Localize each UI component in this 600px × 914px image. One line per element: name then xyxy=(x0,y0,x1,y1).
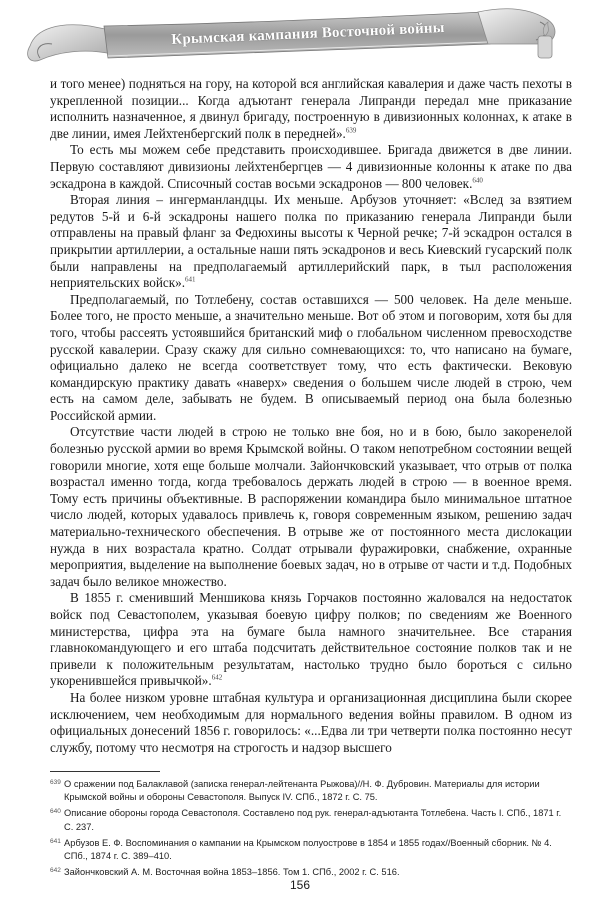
footnote-number: 639 xyxy=(50,779,61,786)
footnote-divider xyxy=(50,771,160,772)
footnote xyxy=(50,837,572,863)
paragraph: Отсутствие части людей в строю не только вне боя, но и в бою, было закоренелой болезнью русской армии во время Крымской войны. О таком непотребном состоянии вещей говорили многие, хотя еще больше молчали. Зайончковский указывает, что отрыв от полка возрастал именно тогда, когда требовалось держать людей в строю — в военное время. Тому есть причины объективные. В распоряжении командира было минимальное штатное число людей, которых удавалось привлечь к, говоря современным языком, решению задач материально-технического обеспечения. В отрыве же от постоянного места дислокации нужда в них возрастала кратно. Солдат отрывали фуражировки, снабжение, охранные мероприятия, выделение на выполнение боевых задач, но в отрыве от части и т.д. Подобных задач было великое множество. xyxy=(50,424,572,589)
footnote-text: Арбузов Е. Ф. Воспоминания о кампании на Крымском полуострове в 1854 и 1855 годах//Военный сборник. № 4. СПб., 1874 г. С. 389–410. xyxy=(64,837,552,862)
footnote-number: 642 xyxy=(50,867,61,875)
footnote xyxy=(50,778,572,804)
paragraph: Вторая линия – ингерманландцы. Их меньше. Арбузов уточняет: «Вслед за взятием редутов 5-й и 6-й эскадроны нашего полка по приказанию генерала Липранди были отправлены на правый фланг за Федюхины высоты к Черной речке; 7-й эскадрон остался в прикрытии артиллерии, а остальные наши пять эскадронов и весь Киевский гусарский полк были направлены на предполагаемый артиллерийский парк, в тыл расположения неприятельских войск».$^{641}$ xyxy=(50,192,572,291)
footnote-text: О сражении под Балаклавой (записка генерал-лейтенанта Рыжова)//Н. Ф. Дубровин. Материалы для истории Крымской войны и обороны Севастополя. Выпуск IV. СПб., 1872 г. С. 75. xyxy=(64,779,540,803)
paragraph: В 1855 г. сменивший Меншикова князь Горчаков постоянно жаловался на недостаток войск под Севастополем, указывая боевую цифру полков; по сведениям же Военного министерства, цифра эта на бумаге была намного значительнее. Все старания главнокомандующего и его штаба подсчитать действительное состояние полков так и не привели к положительным результатам, настолько трудно было бороться с сильно укоренившейся привычкой».$^{642}$ xyxy=(50,590,572,689)
footnote-ref[interactable]: 640 xyxy=(472,176,483,185)
page-header-banner xyxy=(0,0,600,64)
footnote-number: 640 xyxy=(50,808,61,816)
footnote-ref[interactable]: 639 xyxy=(345,126,357,135)
main-text xyxy=(50,76,572,756)
page-number: 156 xyxy=(289,878,311,892)
paragraph: На более низком уровне штабная культура и организационная дисциплина были скорее исключением, чем необходимым для нормального ведения войны правилом. В одном из официальных донесений 1856 г. говорилось: «...Едва ли три четверти полка постоянно несут службу, потому что несмотря на строгость и надзор высшего xyxy=(50,689,572,755)
paragraph: Предполагаемый, по Тотлебену, состав оставшихся — 500 человек. На деле меньше. Более того, не просто меньше, а значительно меньше. Вот об этом и поговорим, хотя бы для того, чтобы рассеять устоявшийся британский миф о глобальном численном превосходстве русской кавалерии. Сразу скажу для сильно сомневающихся: то, что написано на бумаге, официально далеко не всегда соответствует тому, что есть фактически. Вековую командирскую практику давать «наверх» сведения о большем числе людей в строю, чем есть на самом деле, забывать не будем. В описываемый период она была болезнью Российской армии. xyxy=(50,291,572,423)
footnotes xyxy=(50,778,572,882)
footnote xyxy=(50,807,572,833)
running-header-title: Крымская кампания Восточной войны xyxy=(170,20,445,48)
footnote-text: Описание обороны города Севастополя. Составлено под рук. генерал-адъютанта Тотлебена. Часть I. СПб., 1871 г. С. 237. xyxy=(64,808,562,832)
footnote-number: 641 xyxy=(50,837,61,845)
paragraph: и того менее) подняться на гору, на которой вся английская кавалерия и даже часть пехоты в укрепленной позиции... Когда адъютант генерала Липранди передал мне приказание исполнить назначенное, я двинул бригаду, построенную в дивизионных колоннах, к атаке в две линии, имея Лейхтенбергский полк в передней».$^{639}$ xyxy=(50,76,572,141)
paragraph: То есть мы можем себе представить происходившее. Бригада движется в две линии. Первую составляют дивизионы лейхтенбергцев — 4 дивизионные колонны к атаке по два эскадрона в каждой. Списочный состав восьми эскадронов — 800 человек.$^{640}$ xyxy=(50,142,572,191)
footnote-text: Зайончковский А. М. Восточная война 1853–1856. Том 1. СПб., 2002 г. С. 516. xyxy=(64,867,400,878)
footnote-ref[interactable]: 642 xyxy=(211,673,223,682)
footnote-ref[interactable]: 641 xyxy=(185,275,196,284)
